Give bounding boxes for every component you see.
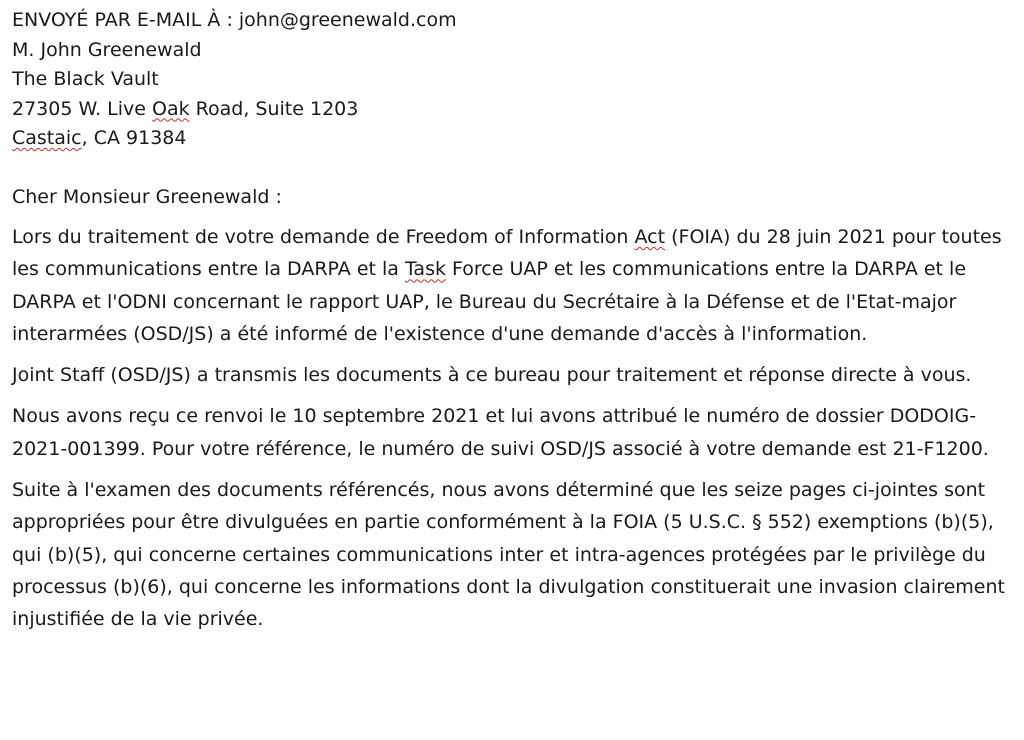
paragraph-request-processing [12, 221, 1016, 350]
city-text: , CA 91384 [81, 127, 187, 149]
paragraph-text: Lors du traitement de votre demande de Freedom of Information [12, 226, 635, 248]
sent-by-email-line: ENVOYÉ PAR E-MAIL À : john@greenewald.com [12, 9, 457, 31]
address-block [12, 6, 1016, 154]
spellcheck-flagged-word: Task [404, 258, 446, 281]
spellcheck-flagged-word: Act [634, 226, 666, 248]
paragraph-review-determination: Suite à l'examen des documents référencés, nous avons déterminé que les seize pages ci-jointes sont appropriées pour être divulguées en partie conformément à la FOIA (5 U.S.C. § 552) exemptions (b)(5), qui (b)(5), qui concerne certaines communications inter et intra-agences protégées par le privilège du processus (b)(6), qui concerne les informations dont la divulgation constituerait une invasion clairement injustifiée de la vie privée. [12, 479, 1005, 631]
street-text-end: Road, Suite 1203 [189, 97, 359, 120]
paragraph-text: Force UAP et les communications entre la DARPA et le DARPA et l'ODNI concernant le rapport UAP, le Bureau du Secrétaire à la Défense et de l'Etat-major interarmées (OSD/JS) a été informé de l'existence d'une demande d'accès à l'information. [12, 258, 967, 345]
recipient-organization: The Black Vault [12, 68, 159, 90]
paragraph-text: (FOIA) du 28 juin 2021 pour toutes les communications entre la DARPA et la [12, 226, 1002, 281]
paragraph-referral-received: Nous avons reçu ce renvoi le 10 septembre 2021 et lui avons attribué le numéro de dossier DODOIG-2021-001399. Pour votre référence, le numéro de suivi OSD/JS associé à votre demande est 21-F1200. [12, 405, 989, 460]
recipient-street [12, 95, 1016, 125]
letter-body [12, 6, 1016, 636]
recipient-name: M. John Greenewald [12, 38, 202, 61]
spellcheck-flagged-word: Castaic [12, 127, 82, 149]
spellcheck-flagged-word: Oak [152, 97, 190, 120]
recipient-city [12, 124, 1016, 154]
street-text: 27305 W. Live [12, 97, 153, 120]
paragraph-documents-transmitted: Joint Staff (OSD/JS) a transmis les documents à ce bureau pour traitement et réponse directe à vous. [12, 364, 972, 387]
salutation: Cher Monsieur Greenewald : [12, 185, 282, 208]
